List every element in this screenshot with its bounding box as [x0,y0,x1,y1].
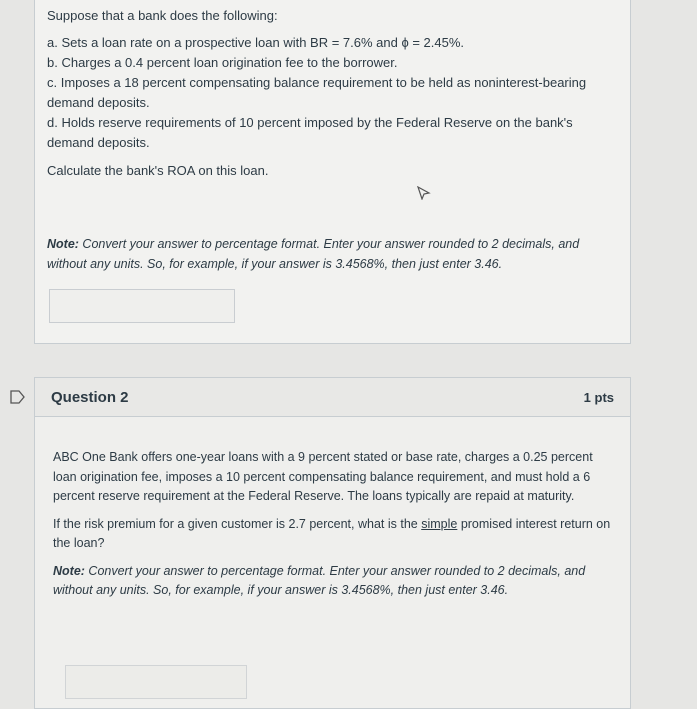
question-2-title: Question 2 [51,388,129,406]
question-1-item-c: c. Imposes a 18 percent compensating balance requirement to be held as noninterest-bearing demand deposits. [47,75,587,110]
note-text: Convert your answer to percentage format. Enter your answer rounded to 2 decimals, and without any units. So, for example, if your answer is 3.4568%, then just enter 3.46. [53,563,586,597]
note-text: Convert your answer to percentage format. Enter your answer rounded to 2 decimals, and without any units. So, for example, if your answer is 3.4568%, then just enter 3.46. [47,236,580,271]
question-1-note [47,234,612,274]
question-2-points: 1 pts [583,389,614,405]
question-2-header [35,378,630,417]
question-1-body [35,0,630,187]
question-1-item-a: a. Sets a loan rate on a prospective loan with BR = 7.6% and ϕ = 2.45%. [47,35,465,50]
note-label: Note: [47,236,79,251]
flag-icon[interactable] [10,390,26,404]
question-1-intro: Suppose that a bank does the following: [47,8,278,23]
question-2-paragraph-1: ABC One Bank offers one-year loans with a 9 percent stated or base rate, charges a 0.25 percent loan origination fee, imposes a 10 percent compensating balance requirement, and must hold a 6 percent reserve requirement at the Federal Reserve. The loans typically are repaid at maturity. [53,450,593,503]
question-2-body [45,418,625,609]
simple-underlined-word: simple [421,516,458,531]
question-2-note [53,562,617,601]
question-1-item-b: b. Charges a 0.4 percent loan origination fee to the borrower. [47,55,398,70]
question-2-answer-input[interactable] [65,665,247,699]
question-1-item-d: d. Holds reserve requirements of 10 percent imposed by the Federal Reserve on the bank's demand deposits. [47,115,573,150]
question-2-paragraph-2 [53,515,617,554]
question-1-prompt: Calculate the bank's ROA on this loan. [47,163,269,178]
paragraph-2-text-before: If the risk premium for a given customer is 2.7 percent, what is the [53,516,422,531]
question-2-content [45,418,625,601]
mouse-pointer-icon [417,186,431,200]
question-1-card [34,0,631,344]
note-label: Note: [53,563,85,578]
question-2-card [34,377,631,709]
paragraph-2-text-after: promised interest return on the loan? [53,516,611,550]
question-1-answer-input[interactable] [49,289,235,323]
